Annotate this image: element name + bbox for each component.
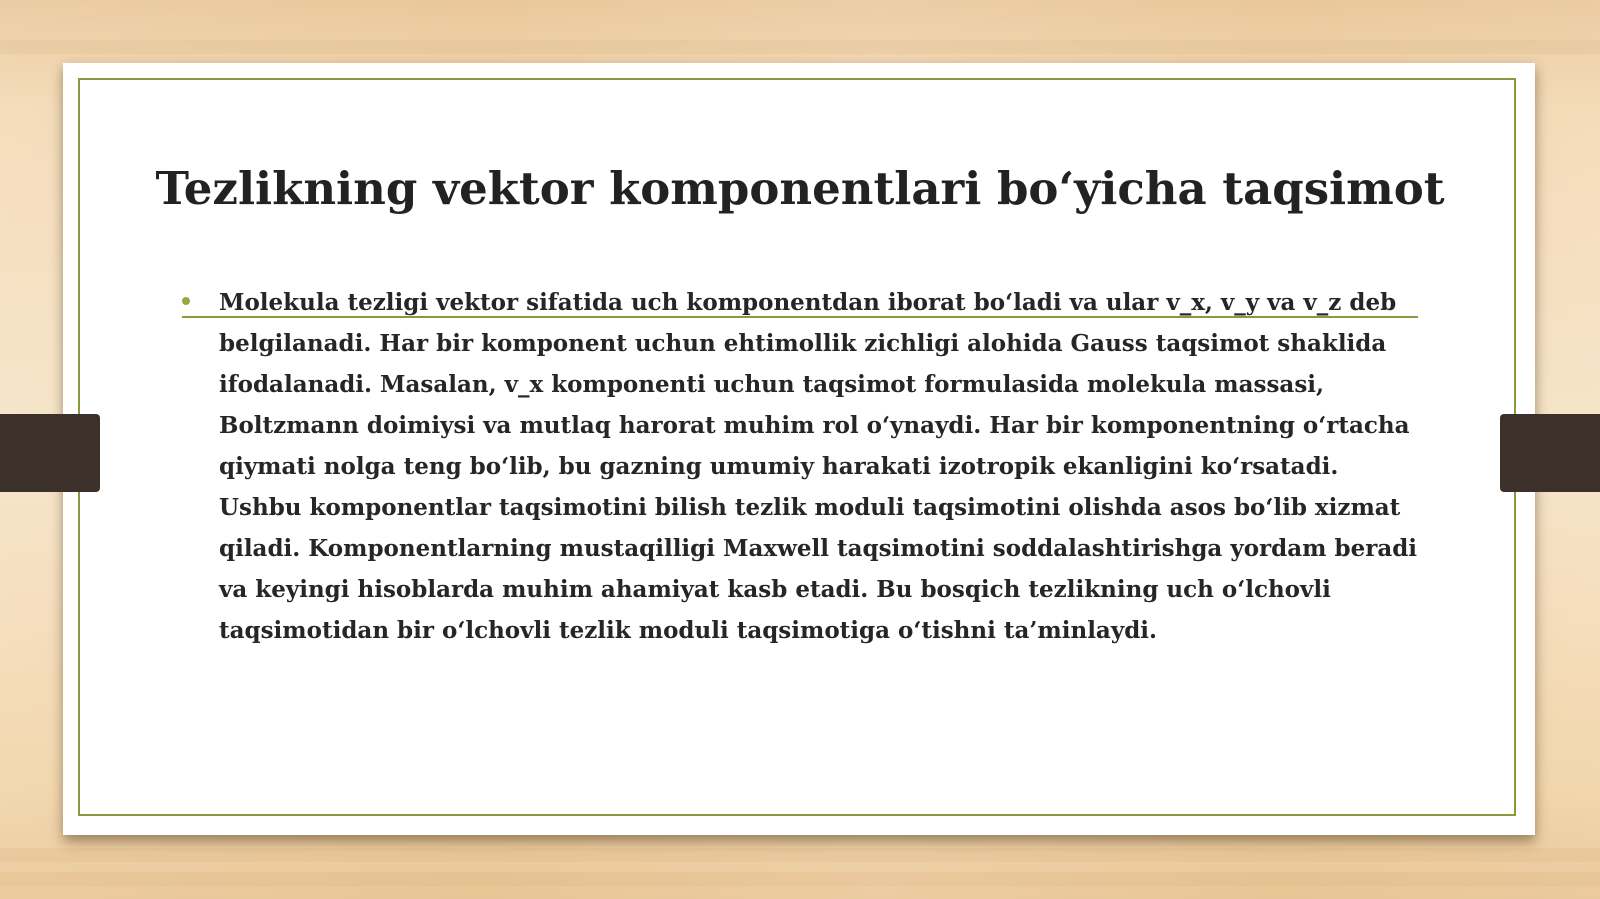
wood-streak [0,872,1600,886]
wood-streak [0,40,1600,54]
left-binder-clip [0,414,100,492]
bullet-text: Molekula tezligi vektor sifatida uch komponentdan iborat bo‘ladi va ular v_x, v_y va v_z deb belgilanadi. Har bir komponent uchun ehtimollik zichligi alohida Gauss taqsimot shaklida ifodalanadi. Masalan, v_x komponenti uchun taqsimot formulasida molekula massasi, Boltzmann doimiysi va mutlaq harorat muhim rol o‘ynaydi. Har bir komponentning o‘rtacha qiymati nolga teng bo‘lib, bu gazning umumiy harakati izotropik ekanligini ko‘rsatadi. Ushbu komponentlar taqsimotini bilish tezlik moduli taqsimotini olishda asos bo‘lib xizmat qiladi. Komponentlarning mustaqilligi Maxwell taqsimotini soddalashtirishga yordam beradi va keyingi hisoblarda muhim ahamiyat kasb etadi. Bu bosqich tezlikning uch o‘lchovli taqsimotidan bir o‘lchovli tezlik moduli taqsimotiga o‘tishni ta’minlaydi. [219,289,1418,644]
wood-streak [0,848,1600,862]
right-binder-clip [1500,414,1600,492]
bullet-dot-icon [182,297,190,305]
slide-title: Tezlikning vektor komponentlari bo‘yicha taqsimot [155,162,1445,215]
